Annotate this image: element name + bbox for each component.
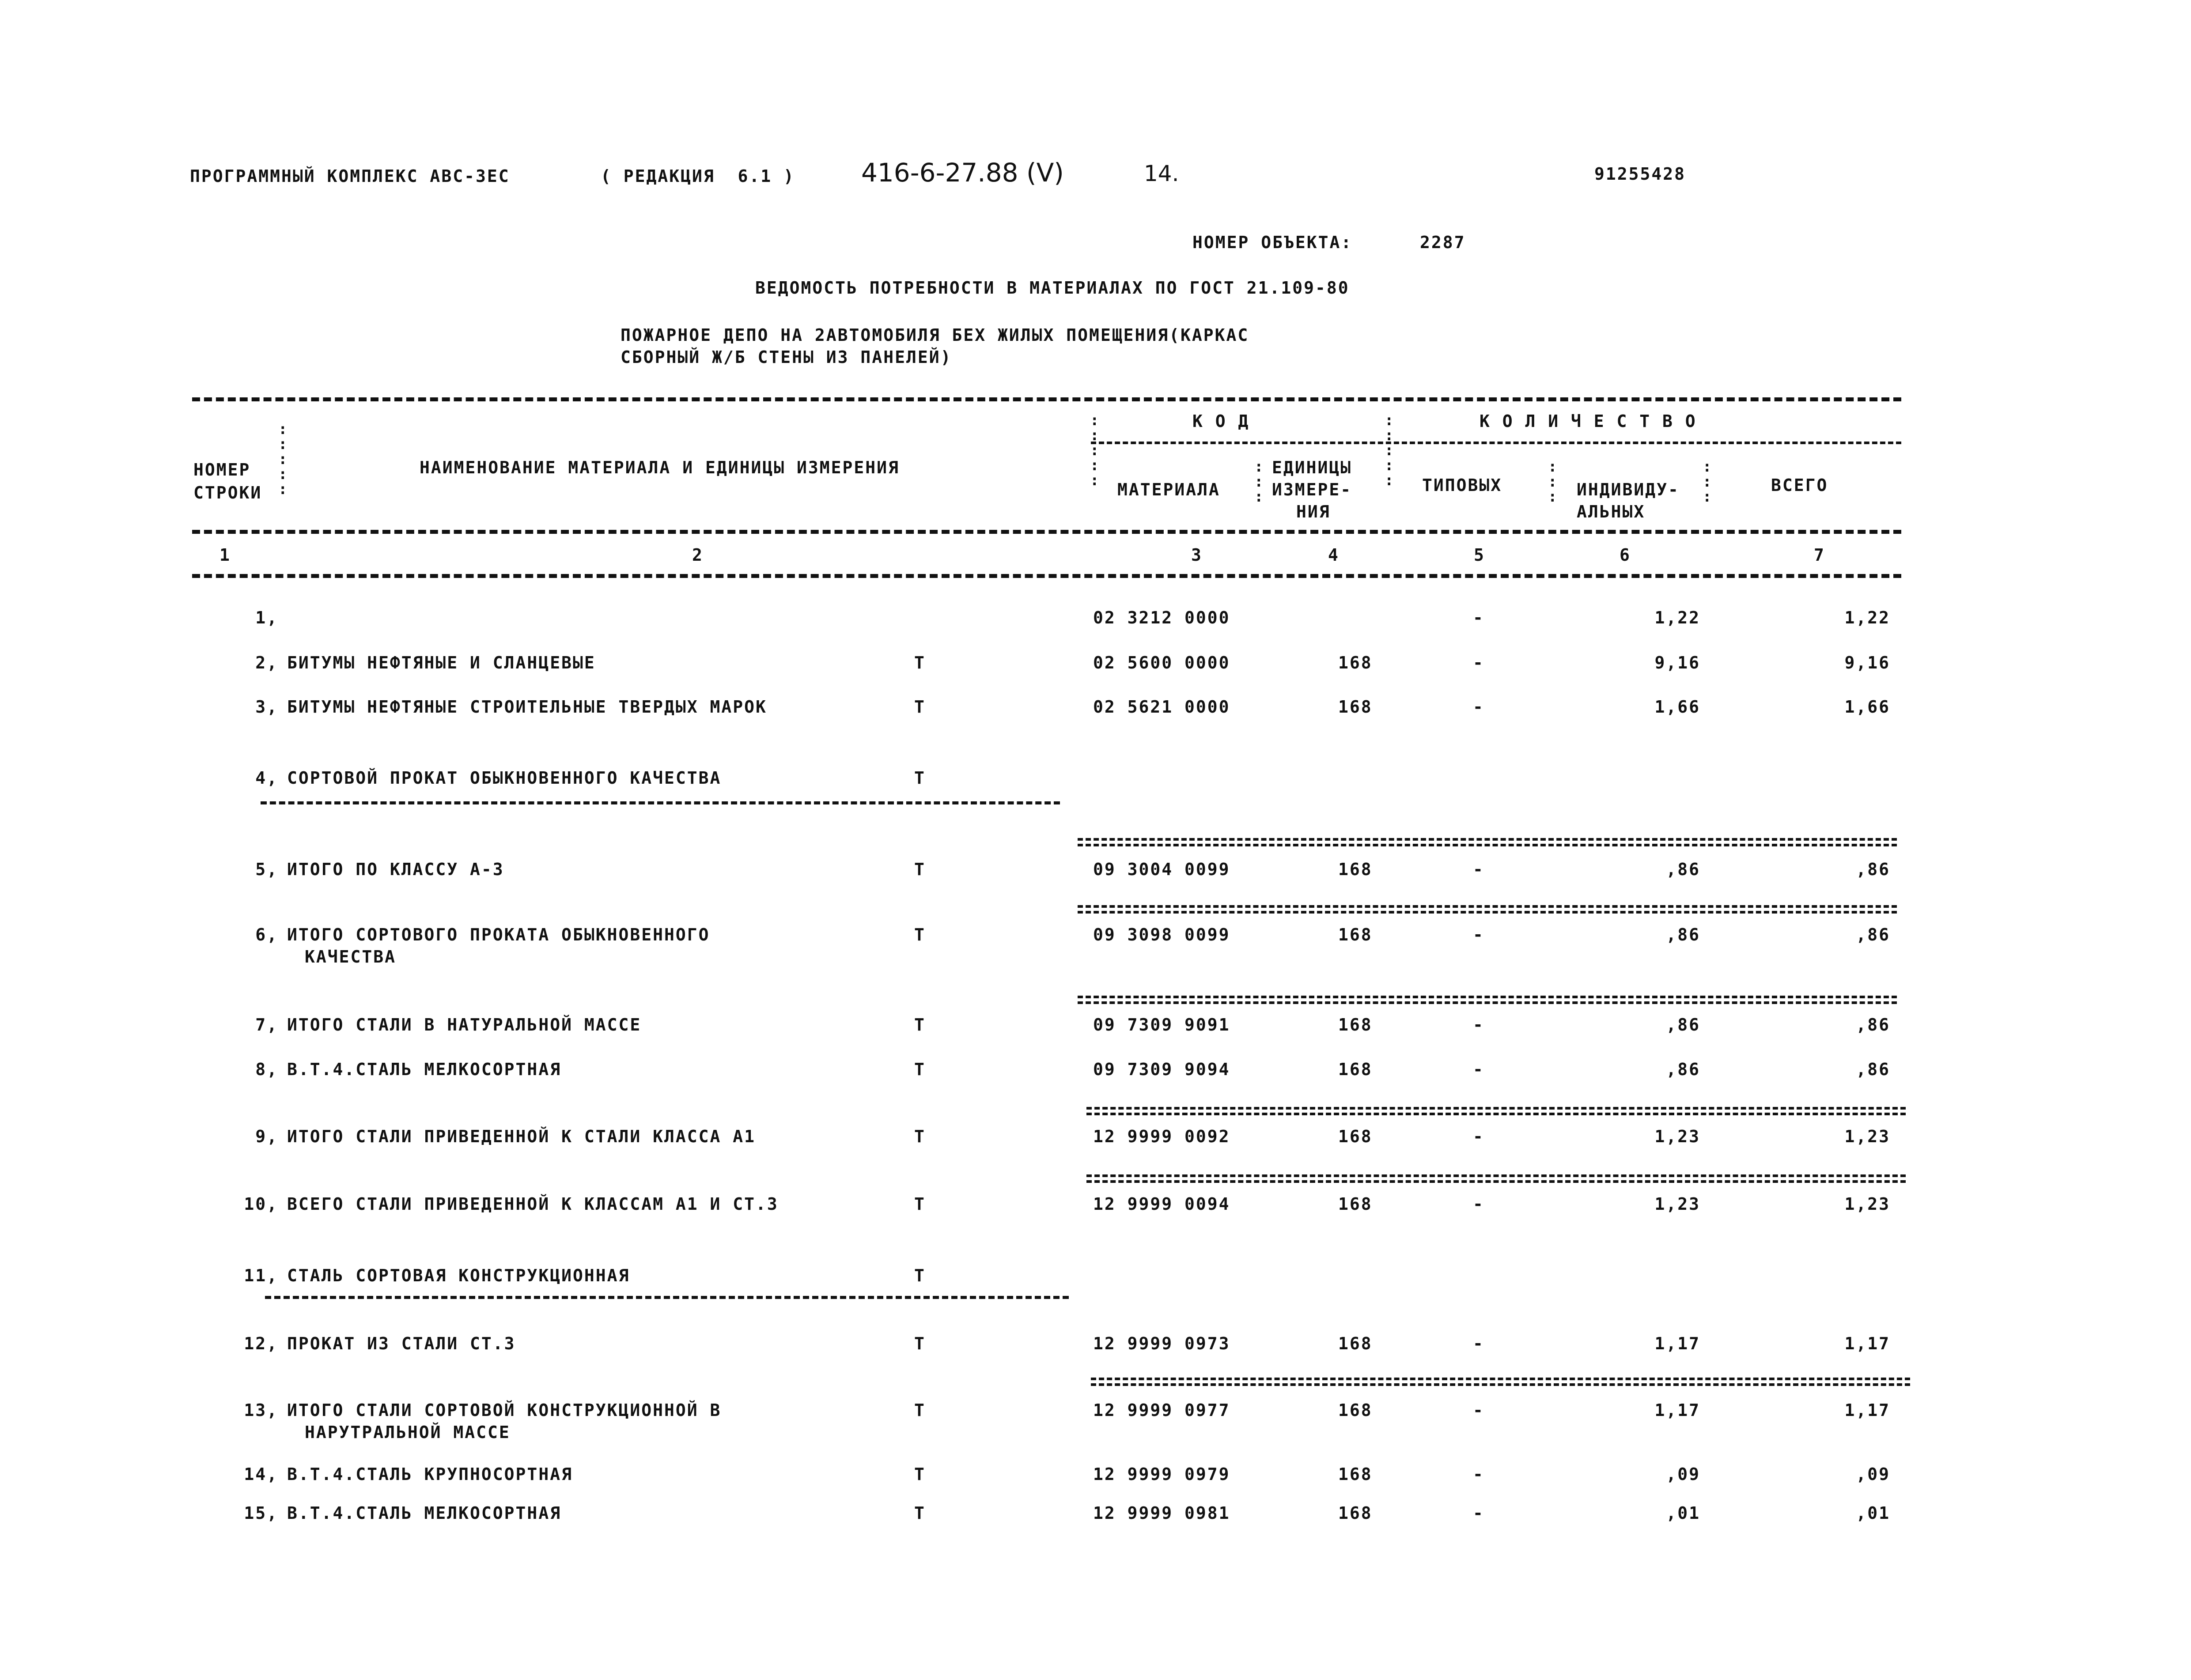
unit-header-3: НИЯ bbox=[1296, 502, 1331, 521]
material-name: СОРТОВОЙ ПРОКАТ ОБЫКНОВЕННОГО КАЧЕСТВА bbox=[287, 768, 722, 788]
header-bottom-rule bbox=[192, 530, 1901, 534]
material-name: ИТОГО СТАЛИ ПРИВЕДЕННОЙ К СТАЛИ КЛАССА А1 bbox=[287, 1127, 756, 1146]
row-number: 2, bbox=[255, 653, 278, 672]
individual-quantity: 1,17 bbox=[1654, 1401, 1700, 1420]
total-rule bbox=[1086, 1174, 1906, 1183]
unit-header-1: ЕДИНИЦЫ bbox=[1272, 458, 1352, 477]
row-number: 9, bbox=[255, 1127, 278, 1146]
col-number-1: 1 bbox=[219, 545, 231, 565]
individual-quantity: 1,66 bbox=[1654, 697, 1700, 717]
section-rule bbox=[261, 801, 1060, 804]
material-name: В.Т.4.СТАЛЬ КРУПНОСОРТНАЯ bbox=[287, 1465, 573, 1484]
material-name: ИТОГО СТАЛИ В НАТУРАЛЬНОЙ МАССЕ bbox=[287, 1015, 642, 1034]
material-name: ИТОГО СОРТОВОГО ПРОКАТА ОБЫКНОВЕННОГО bbox=[287, 925, 710, 944]
material-code: 12 9999 0973 bbox=[1093, 1334, 1230, 1353]
typical-quantity: - bbox=[1473, 1401, 1484, 1420]
doc-number: 416-6-27.88 (V) bbox=[861, 158, 1064, 188]
total-quantity: 1,23 bbox=[1844, 1127, 1890, 1146]
unit: Т bbox=[914, 925, 926, 944]
unit-code: 168 bbox=[1338, 1127, 1373, 1146]
row-number: 13, bbox=[244, 1401, 278, 1420]
individual-quantity: ,09 bbox=[1666, 1465, 1700, 1484]
row-number: 5, bbox=[255, 860, 278, 879]
typical-quantity: - bbox=[1473, 1060, 1484, 1079]
total-quantity: ,86 bbox=[1856, 925, 1890, 944]
individual-quantity: ,86 bbox=[1666, 1060, 1700, 1079]
table-top-rule bbox=[192, 397, 1901, 401]
individual-quantity: ,86 bbox=[1666, 925, 1700, 944]
total-rule bbox=[1086, 1107, 1906, 1115]
col-number-4: 4 bbox=[1328, 545, 1340, 565]
typical-quantity: - bbox=[1473, 1334, 1484, 1353]
unit-code: 168 bbox=[1338, 1334, 1373, 1353]
typical-quantity: - bbox=[1473, 925, 1484, 944]
individual-header-1: ИНДИВИДУ- bbox=[1577, 480, 1680, 499]
col-number-7: 7 bbox=[1814, 545, 1825, 565]
unit-header-2: ИЗМЕРЕ- bbox=[1272, 480, 1352, 499]
unit-code: 168 bbox=[1338, 1194, 1373, 1214]
unit: Т bbox=[914, 1015, 926, 1034]
individual-quantity: ,86 bbox=[1666, 860, 1700, 879]
individual-quantity: 1,22 bbox=[1654, 608, 1700, 627]
total-quantity: 9,16 bbox=[1844, 653, 1890, 672]
total-rule bbox=[1091, 1378, 1910, 1386]
page-number: 14. bbox=[1144, 161, 1179, 186]
material-code: 12 9999 0977 bbox=[1093, 1401, 1230, 1420]
material-name: В.Т.4.СТАЛЬ МЕЛКОСОРТНАЯ bbox=[287, 1060, 562, 1079]
material-code: 02 5600 0000 bbox=[1093, 653, 1230, 672]
unit: Т bbox=[914, 768, 926, 788]
total-rule bbox=[1078, 905, 1897, 914]
col-number-2: 2 bbox=[692, 545, 704, 565]
row-number: 10, bbox=[244, 1194, 278, 1214]
row-number: 4, bbox=[255, 768, 278, 788]
material-code: 09 3098 0099 bbox=[1093, 925, 1230, 944]
row-number: 8, bbox=[255, 1060, 278, 1079]
total-quantity: ,86 bbox=[1856, 1015, 1890, 1034]
unit-code: 168 bbox=[1338, 925, 1373, 944]
total-quantity: 1,17 bbox=[1844, 1334, 1890, 1353]
code-group-header: К О Д bbox=[1192, 412, 1250, 431]
individual-header-2: АЛЬНЫХ bbox=[1577, 502, 1646, 521]
object-number: 2287 bbox=[1420, 233, 1466, 252]
individual-quantity: 1,17 bbox=[1654, 1334, 1700, 1353]
total-rule bbox=[1078, 996, 1897, 1004]
total-quantity: ,86 bbox=[1856, 860, 1890, 879]
total-quantity: ,86 bbox=[1856, 1060, 1890, 1079]
unit: Т bbox=[914, 1060, 926, 1079]
row-number: 7, bbox=[255, 1015, 278, 1034]
material-name: БИТУМЫ НЕФТЯНЫЕ СТРОИТЕЛЬНЫЕ ТВЕРДЫХ МАРОК bbox=[287, 697, 767, 717]
object-label: НОМЕР ОБЪЕКТА: bbox=[1192, 233, 1353, 252]
total-quantity: ,01 bbox=[1856, 1503, 1890, 1523]
unit: Т bbox=[914, 1334, 926, 1353]
material-name: СТАЛЬ СОРТОВАЯ КОНСТРУКЦИОННАЯ bbox=[287, 1266, 630, 1285]
row-number-header-2: СТРОКИ bbox=[193, 483, 262, 502]
unit: Т bbox=[914, 1401, 926, 1420]
individual-quantity: 1,23 bbox=[1654, 1194, 1700, 1214]
col-number-5: 5 bbox=[1474, 545, 1485, 565]
material-name: ПРОКАТ ИЗ СТАЛИ СТ.3 bbox=[287, 1334, 516, 1353]
row-number: 14, bbox=[244, 1465, 278, 1484]
typical-quantity: - bbox=[1473, 608, 1484, 627]
typical-quantity: - bbox=[1473, 860, 1484, 879]
unit-code: 168 bbox=[1338, 1503, 1373, 1523]
unit: Т bbox=[914, 697, 926, 717]
column-numbers-rule bbox=[192, 574, 1901, 578]
typical-quantity: - bbox=[1473, 1127, 1484, 1146]
material-name: В.Т.4.СТАЛЬ МЕЛКОСОРТНАЯ bbox=[287, 1503, 562, 1523]
name-header: НАИМЕНОВАНИЕ МАТЕРИАЛА И ЕДИНИЦЫ ИЗМЕРЕНИЯ bbox=[420, 458, 900, 477]
material-code: 12 9999 0981 bbox=[1093, 1503, 1230, 1523]
edition: ( РЕДАКЦИЯ 6.1 ) bbox=[601, 166, 795, 186]
row-number: 6, bbox=[255, 925, 278, 944]
typical-quantity: - bbox=[1473, 1465, 1484, 1484]
individual-quantity: ,01 bbox=[1666, 1503, 1700, 1523]
material-code: 09 7309 9091 bbox=[1093, 1015, 1230, 1034]
unit: Т bbox=[914, 1465, 926, 1484]
material-code: 12 9999 0092 bbox=[1093, 1127, 1230, 1146]
unit-code: 168 bbox=[1338, 697, 1373, 717]
typical-quantity: - bbox=[1473, 653, 1484, 672]
material-code: 12 9999 0094 bbox=[1093, 1194, 1230, 1214]
unit: Т bbox=[914, 1127, 926, 1146]
unit: Т bbox=[914, 1503, 926, 1523]
total-quantity: ,09 bbox=[1856, 1465, 1890, 1484]
typical-quantity: - bbox=[1473, 1503, 1484, 1523]
unit-code: 168 bbox=[1338, 1060, 1373, 1079]
typical-quantity: - bbox=[1473, 1015, 1484, 1034]
unit: Т bbox=[914, 860, 926, 879]
quantity-group-header: К О Л И Ч Е С Т В О bbox=[1480, 412, 1697, 431]
col-number-3: 3 bbox=[1191, 545, 1203, 565]
program-name: ПРОГРАММНЫЙ КОМПЛЕКС АВС-ЗЕС bbox=[190, 166, 510, 186]
material-name-continued: КАЧЕСТВА bbox=[305, 947, 397, 966]
unit-code: 168 bbox=[1338, 1401, 1373, 1420]
material-name: ИТОГО СТАЛИ СОРТОВОЙ КОНСТРУКЦИОННОЙ В bbox=[287, 1401, 722, 1420]
individual-quantity: 1,23 bbox=[1654, 1127, 1700, 1146]
unit: Т bbox=[914, 1194, 926, 1214]
subtitle-line-1: ПОЖАРНОЕ ДЕПО НА 2АВТОМОБИЛЯ БЕХ ЖИЛЫХ ПОМЕЩЕНИЯ(КАРКАС bbox=[621, 325, 1249, 345]
material-code: 02 5621 0000 bbox=[1093, 697, 1230, 717]
col-number-6: 6 bbox=[1620, 545, 1631, 565]
unit: Т bbox=[914, 1266, 926, 1285]
material-name: ВСЕГО СТАЛИ ПРИВЕДЕННОЙ К КЛАССАМ А1 И СТ.3 bbox=[287, 1194, 779, 1214]
total-quantity: 1,23 bbox=[1844, 1194, 1890, 1214]
individual-quantity: 9,16 bbox=[1654, 653, 1700, 672]
total-rule bbox=[1078, 838, 1897, 846]
material-name: БИТУМЫ НЕФТЯНЫЕ И СЛАНЦЕВЫЕ bbox=[287, 653, 596, 672]
row-number: 12, bbox=[244, 1334, 278, 1353]
document-title: ВЕДОМОСТЬ ПОТРЕБНОСТИ В МАТЕРИАЛАХ ПО ГОСТ 21.109-80 bbox=[755, 278, 1350, 298]
row-number: 3, bbox=[255, 697, 278, 717]
row-number: 11, bbox=[244, 1266, 278, 1285]
material-name: ИТОГО ПО КЛАССУ А-3 bbox=[287, 860, 504, 879]
individual-quantity: ,86 bbox=[1666, 1015, 1700, 1034]
unit-code: 168 bbox=[1338, 1015, 1373, 1034]
total-quantity: 1,22 bbox=[1844, 608, 1890, 627]
typical-quantity: - bbox=[1473, 697, 1484, 717]
row-number-header-1: НОМЕР bbox=[193, 460, 251, 479]
row-number: 1, bbox=[255, 608, 278, 627]
typical-quantity: - bbox=[1473, 1194, 1484, 1214]
material-code: 09 3004 0099 bbox=[1093, 860, 1230, 879]
doc-code: 91255428 bbox=[1594, 164, 1686, 184]
section-rule bbox=[265, 1296, 1069, 1299]
total-header: ВСЕГО bbox=[1771, 476, 1828, 495]
material-code: 12 9999 0979 bbox=[1093, 1465, 1230, 1484]
unit-code: 168 bbox=[1338, 653, 1373, 672]
material-code: 09 7309 9094 bbox=[1093, 1060, 1230, 1079]
total-quantity: 1,66 bbox=[1844, 697, 1890, 717]
material-name-continued: НАРУТРАЛЬНОЙ МАССЕ bbox=[305, 1423, 511, 1442]
unit: Т bbox=[914, 653, 926, 672]
header-sub-rule bbox=[1091, 442, 1901, 444]
unit-code: 168 bbox=[1338, 860, 1373, 879]
material-code-header: МАТЕРИАЛА bbox=[1117, 480, 1220, 499]
unit-code: 168 bbox=[1338, 1465, 1373, 1484]
subtitle-line-2: СБОРНЫЙ Ж/Б СТЕНЫ ИЗ ПАНЕЛЕЙ) bbox=[621, 347, 952, 367]
typical-header: ТИПОВЫХ bbox=[1422, 476, 1502, 495]
material-code: 02 3212 0000 bbox=[1093, 608, 1230, 627]
row-number: 15, bbox=[244, 1503, 278, 1523]
total-quantity: 1,17 bbox=[1844, 1401, 1890, 1420]
